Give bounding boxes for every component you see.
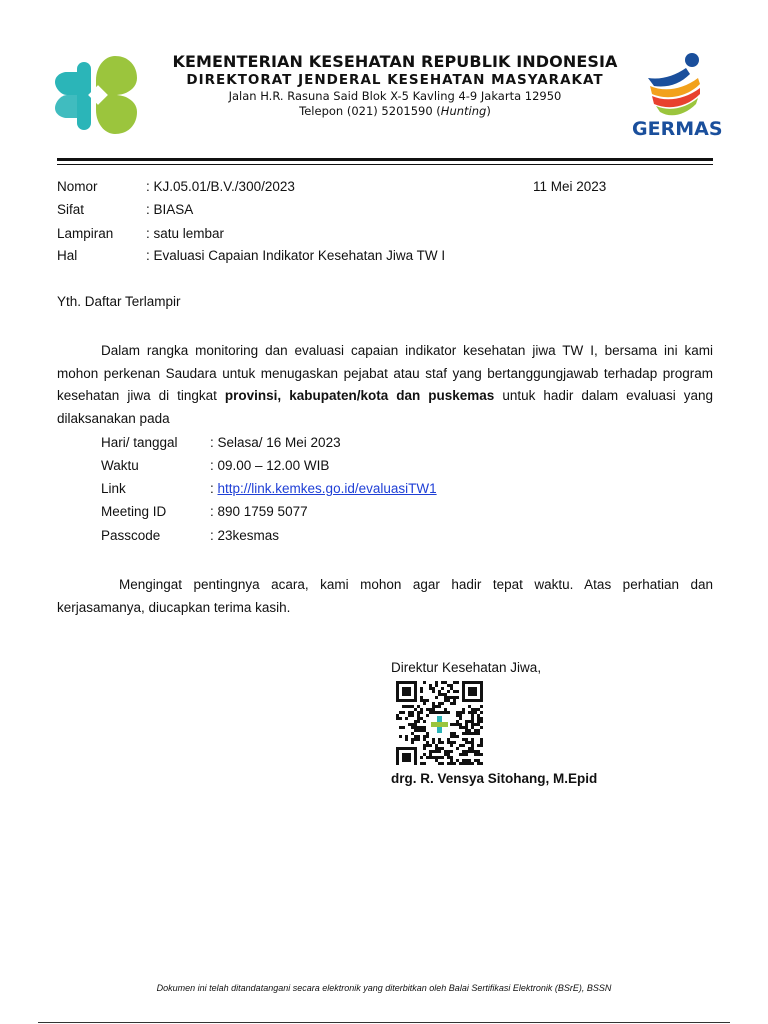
meeting-id-value: : 890 1759 5077: [210, 504, 308, 519]
signer-name: drg. R. Vensya Sitohang, M.Epid: [391, 771, 598, 786]
meeting-id-label: Meeting ID: [101, 504, 167, 519]
para1-end: untuk hadir dalam evaluasi yang dilaksanakan pada: [57, 388, 714, 426]
ministry-title: KEMENTERIAN KESEHATAN REPUBLIK INDONESIA: [172, 52, 618, 71]
qr-code: [396, 681, 484, 765]
phone-suffix: ): [486, 104, 491, 118]
esign-footer: Dokumen ini telah ditandatangani secara elektronik yang diterbitkan oleh Balai Sertifikasi Elektronik (BSrE), BSSN: [156, 983, 612, 993]
body-paragraph-2: [57, 574, 713, 619]
letterhead-address: [164, 89, 626, 119]
time-label: Waktu: [101, 458, 139, 473]
lampiran-value: : satu lembar: [146, 226, 225, 241]
passcode-value: : 23kesmas: [210, 528, 280, 543]
body-paragraph-1: [57, 340, 713, 430]
kemenkes-logo: [53, 52, 139, 138]
day-value: : Selasa/ 16 Mei 2023: [210, 435, 341, 450]
germas-logo: [628, 50, 723, 140]
signer-title: Direktur Kesehatan Jiwa,: [391, 660, 542, 675]
sifat-value: : BIASA: [146, 202, 194, 217]
time-value: : 09.00 – 12.00 WIB: [210, 458, 330, 473]
letter-date: 11 Mei 2023: [533, 179, 607, 194]
passcode-label: Passcode: [101, 528, 161, 543]
para1-text: Dalam rangka monitoring dan evaluasi capaian indikator kesehatan jiwa TW I, bersama ini kami mohon perkenan Saudara untuk menugaskan pejabat atau staf yang bertanggungjawab terhadap program kesehatan jiwa di tingkat: [57, 343, 713, 403]
link-row: [210, 481, 437, 496]
phone-text: Telepon (021) 5201590 (: [299, 104, 441, 118]
nomor-value: : KJ.05.01/B.V./300/2023: [146, 179, 295, 194]
nomor-label: Nomor: [57, 179, 98, 194]
recipient: Yth. Daftar Terlampir: [57, 294, 181, 309]
address-line: Jalan H.R. Rasuna Said Blok X-5 Kavling 4-9 Jakarta 12950: [228, 89, 562, 103]
footer-rule: [38, 1022, 730, 1023]
hal-value: : Evaluasi Capaian Indikator Kesehatan Jiwa TW I: [146, 248, 446, 263]
link-colon: :: [210, 481, 218, 496]
phone-hunting: Hunting: [440, 104, 487, 118]
germas-label: GERMAS: [632, 118, 723, 140]
letterhead-rule-thin: [57, 164, 713, 165]
meeting-link[interactable]: http://link.kemkes.go.id/evaluasiTW1: [217, 481, 437, 496]
germas-figure-icon: [628, 50, 718, 120]
lampiran-label: Lampiran: [57, 226, 114, 241]
directorate-title: DIREKTORAT JENDERAL KESEHATAN MASYARAKAT: [186, 72, 604, 88]
para1-bold: provinsi, kabupaten/kota dan puskemas: [224, 388, 495, 403]
para2-text: Mengingat pentingnya acara, kami mohon agar hadir tepat waktu. Atas perhatian dan kerjasamanya, diucapkan terima kasih.: [57, 577, 713, 615]
letterhead-rule-thick: [57, 158, 713, 161]
sifat-label: Sifat: [57, 202, 85, 217]
phone-line: [164, 104, 626, 119]
day-label: Hari/ tanggal: [101, 435, 178, 450]
link-label: Link: [101, 481, 126, 496]
hal-label: Hal: [57, 248, 78, 263]
